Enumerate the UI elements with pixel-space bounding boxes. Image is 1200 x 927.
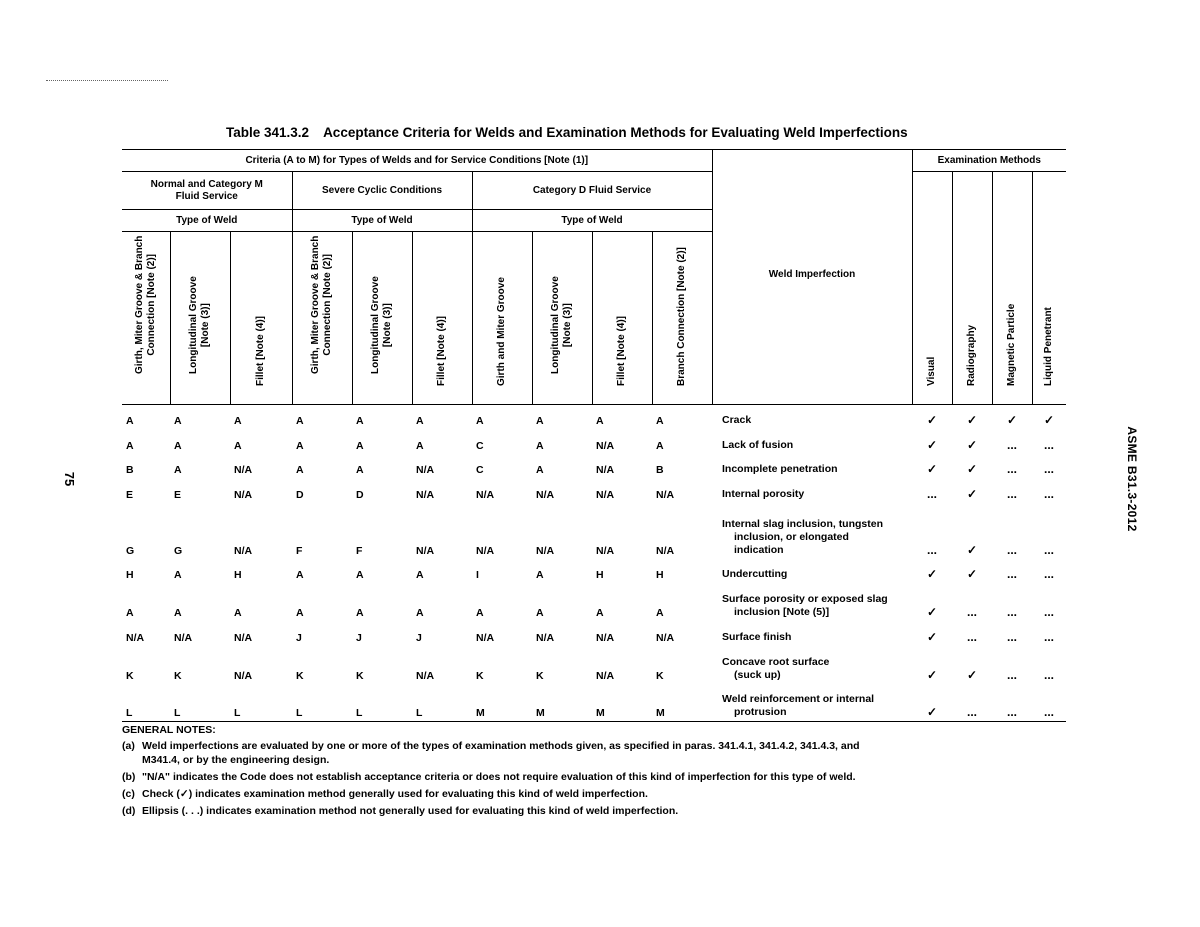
criteria-cell: A (476, 414, 484, 427)
criteria-cell: F (296, 544, 303, 557)
criteria-cell: M (652, 684, 712, 722)
criteria-cell: I (476, 568, 479, 581)
exam-col-visual (912, 172, 952, 405)
general-notes-title: GENERAL NOTES: (122, 724, 216, 736)
check-mark: ✓ (926, 629, 938, 644)
ellipsis-mark: ... (1006, 667, 1017, 682)
criteria-cell: A (234, 439, 242, 452)
table-row (122, 559, 1066, 583)
check-mark: ✓ (1043, 412, 1055, 427)
criteria-cell: A (356, 463, 364, 476)
imperfection-line: (suck up) (734, 668, 781, 681)
note-item (122, 770, 882, 784)
group-severe-cyclic: Severe Cyclic Conditions (292, 172, 472, 210)
weld-imperfection-cell (712, 621, 912, 646)
liquid-penetrant-label: Liquid Penetrant (1043, 307, 1055, 386)
table-row (122, 405, 1066, 429)
criteria-cell: G (126, 544, 135, 557)
imperfection-line: Lack of fusion (722, 438, 794, 451)
check-mark: ✓ (966, 461, 978, 476)
criteria-cell: N/A (656, 488, 675, 501)
criteria-cell: N/A (536, 488, 555, 501)
criteria-cell: E (126, 488, 134, 501)
col-header-line2: [Note (3)] (382, 303, 393, 348)
ellipsis-mark: ... (1044, 667, 1055, 682)
criteria-cell: F (356, 544, 363, 557)
weld-imperfection-cell (712, 405, 912, 429)
criteria-cell: A (356, 568, 364, 581)
criteria-cell: C (476, 463, 484, 476)
ellipsis-mark: ... (1006, 486, 1017, 501)
ellipsis-mark: ... (1006, 566, 1017, 581)
criteria-cell: M (592, 684, 652, 722)
criteria-cell: A (234, 414, 242, 427)
check-mark: ✓ (966, 437, 978, 452)
radiography-label: Radiography (966, 324, 977, 386)
criteria-cell: D (296, 488, 304, 501)
col-header-line1: Longitudinal Groove (370, 276, 381, 374)
criteria-cell: A (536, 606, 544, 619)
col-header (412, 232, 472, 405)
check-mark: ✓ (926, 604, 938, 619)
criteria-cell: H (596, 568, 604, 581)
ellipsis-mark: ... (926, 486, 937, 501)
criteria-cell: A (174, 439, 182, 452)
ellipsis-mark: ... (1044, 566, 1055, 581)
criteria-cell: B (656, 463, 664, 476)
table-row (122, 478, 1066, 503)
criteria-cell: C (476, 439, 484, 452)
criteria-cell: D (356, 488, 364, 501)
scan-artifact (46, 80, 168, 83)
ellipsis-mark: ... (1044, 486, 1055, 501)
col-header-line2: [Note (3)] (562, 303, 573, 348)
col-header (352, 232, 412, 405)
col-header (532, 232, 592, 405)
check-mark: ✓ (926, 437, 938, 452)
criteria-cell: J (416, 631, 422, 644)
criteria-cell: A (656, 414, 664, 427)
criteria-cell: N/A (596, 439, 615, 452)
imperfection-line: Undercutting (722, 567, 788, 580)
criteria-cell: A (126, 606, 134, 619)
criteria-cell: K (356, 669, 364, 682)
type-of-weld-severe: Type of Weld (292, 210, 472, 232)
criteria-cell: A (174, 606, 182, 619)
general-notes (122, 723, 882, 821)
criteria-cell: N/A (416, 544, 435, 557)
acceptance-criteria-table (122, 149, 1066, 722)
col-header-line2: Connection [Note (2)] (322, 254, 333, 356)
criteria-cell: N/A (596, 669, 615, 682)
criteria-cell: J (356, 631, 362, 644)
imperfection-line: Incomplete penetration (722, 462, 838, 475)
criteria-cell: N/A (234, 669, 253, 682)
criteria-cell: N/A (234, 488, 253, 501)
imperfection-line: Concave root surface (722, 655, 830, 668)
criteria-cell: N/A (536, 631, 555, 644)
check-mark: ✓ (926, 412, 938, 427)
criteria-cell: A (126, 414, 134, 427)
criteria-cell: A (656, 439, 664, 452)
criteria-cell: A (296, 568, 304, 581)
ellipsis-mark: ... (1044, 437, 1055, 452)
ellipsis-mark: ... (1006, 542, 1017, 557)
col-header-line1: Branch Connection [Note (2)] (676, 247, 687, 386)
col-header (652, 232, 712, 405)
criteria-cell: N/A (596, 631, 615, 644)
criteria-cell: A (296, 606, 304, 619)
note-label: (d) (122, 805, 136, 817)
group-normal-category-m: Normal and Category M Fluid Service (122, 172, 292, 210)
criteria-cell: A (174, 463, 182, 476)
criteria-cell: A (174, 568, 182, 581)
exam-col-liquid-penetrant (1032, 172, 1066, 405)
criteria-cell: A (356, 606, 364, 619)
ellipsis-mark: ... (1044, 461, 1055, 476)
weld-imperfection-cell (712, 429, 912, 454)
criteria-cell: K (174, 669, 182, 682)
note-item (122, 787, 882, 801)
ellipsis-mark: ... (1044, 604, 1055, 619)
exam-col-magnetic-particle (992, 172, 1032, 405)
criteria-cell: K (476, 669, 484, 682)
imperfection-line: inclusion [Note (5)] (734, 605, 830, 618)
visual-label: Visual (926, 356, 937, 386)
table-row (122, 454, 1066, 478)
weld-imperfection-cell (712, 559, 912, 583)
page-number: 75 (62, 471, 77, 487)
criteria-cell: A (536, 414, 544, 427)
criteria-cell: N/A (656, 631, 675, 644)
col-header (592, 232, 652, 405)
table-row (122, 583, 1066, 621)
criteria-cell: A (416, 414, 424, 427)
check-mark: ✓ (966, 667, 978, 682)
group-category-d: Category D Fluid Service (472, 172, 712, 210)
criteria-cell: A (174, 414, 182, 427)
ellipsis-mark: ... (926, 542, 937, 557)
weld-imperfection-cell (712, 503, 912, 559)
imperfection-line: Internal porosity (722, 487, 805, 500)
criteria-cell: N/A (596, 488, 615, 501)
note-label: (b) (122, 771, 136, 783)
examination-methods-header: Examination Methods (912, 150, 1066, 172)
table-row (122, 429, 1066, 454)
criteria-cell: H (126, 568, 134, 581)
criteria-cell: H (656, 568, 664, 581)
note-item (122, 739, 882, 767)
note-item (122, 804, 882, 818)
criteria-cell: A (536, 568, 544, 581)
table-row (122, 684, 1066, 722)
criteria-cell: N/A (476, 488, 495, 501)
criteria-cell: J (296, 631, 302, 644)
check-mark: ✓ (1006, 412, 1018, 427)
criteria-cell: N/A (234, 544, 253, 557)
ellipsis-mark: ... (1006, 437, 1017, 452)
magnetic-particle-label: Magnetic Particle (1006, 303, 1017, 386)
col-header (122, 232, 170, 405)
col-header-line1: Longitudinal Groove (188, 276, 199, 374)
criteria-cell: A (536, 463, 544, 476)
criteria-cell: N/A (234, 463, 253, 476)
imperfection-line: indication (734, 543, 784, 556)
criteria-cell: N/A (126, 631, 145, 644)
criteria-cell: E (174, 488, 182, 501)
criteria-cell: A (476, 606, 484, 619)
criteria-cell: N/A (416, 669, 435, 682)
criteria-cell: K (536, 669, 544, 682)
criteria-cell: A (126, 439, 134, 452)
criteria-cell: A (596, 414, 604, 427)
check-mark: ✓ (926, 461, 938, 476)
ellipsis-mark: ... (966, 629, 977, 644)
check-mark: ✓ (966, 542, 978, 557)
criteria-cell: N/A (416, 488, 435, 501)
weld-imperfection-cell (712, 583, 912, 621)
imperfection-line: Internal slag inclusion, tungsten (722, 517, 884, 530)
check-mark: ✓ (966, 412, 978, 427)
check-mark: ✓ (966, 566, 978, 581)
table-number: Table 341.3.2 (226, 125, 310, 140)
criteria-cell: N/A (476, 544, 495, 557)
type-of-weld-normal: Type of Weld (122, 210, 292, 232)
imperfection-line: Crack (722, 413, 752, 426)
ellipsis-mark: ... (1006, 604, 1017, 619)
table-row (122, 503, 1066, 559)
criteria-cell: A (296, 463, 304, 476)
criteria-cell: A (356, 439, 364, 452)
note-label: (c) (122, 788, 135, 800)
criteria-cell: K (126, 669, 134, 682)
ellipsis-mark: ... (952, 684, 992, 722)
imperfection-line: Weld reinforcement or internal (722, 693, 875, 705)
criteria-cell: N/A (596, 544, 615, 557)
col-header-line1: Longitudinal Groove (550, 276, 561, 374)
col-header-line1: Fillet [Note (4)] (255, 316, 266, 386)
ellipsis-mark: ... (1006, 461, 1017, 476)
col-header (292, 232, 352, 405)
criteria-cell: L (170, 684, 230, 722)
weld-imperfection-cell (712, 684, 912, 722)
criteria-cell: N/A (476, 631, 495, 644)
criteria-cell: L (292, 684, 352, 722)
col-header (230, 232, 292, 405)
col-header (170, 232, 230, 405)
criteria-cell: N/A (536, 544, 555, 557)
criteria-cell: G (174, 544, 183, 557)
col-header-line2: Connection [Note (2)] (145, 254, 157, 356)
note-text: Ellipsis (. . .) indicates examination method not generally used for evaluating this kind of weld imperfection. (142, 805, 679, 817)
criteria-cell: A (416, 439, 424, 452)
criteria-cell: A (656, 606, 664, 619)
note-text: Weld imperfections are evaluated by one or more of the types of examination methods given, as specified in paras. 341.4.1, 341.4.2, 341.4.3, and M341.4, or by the engineering design. (142, 740, 860, 766)
check-mark: ✓ (926, 667, 938, 682)
table-title (226, 125, 1086, 143)
ellipsis-mark: ... (992, 684, 1032, 722)
table-caption: Acceptance Criteria for Welds and Examination Methods for Evaluating Weld Imperfections (323, 125, 908, 140)
col-header-line1: Fillet [Note (4)] (616, 316, 627, 386)
criteria-cell: M (472, 684, 532, 722)
weld-imperfection-cell (712, 646, 912, 684)
criteria-cell: N/A (416, 463, 435, 476)
table-row (122, 621, 1066, 646)
ellipsis-mark: ... (1006, 629, 1017, 644)
weld-imperfection-header: Weld Imperfection (712, 150, 912, 405)
imperfection-line: Surface porosity or exposed slag (722, 592, 888, 605)
ellipsis-mark: ... (966, 604, 977, 619)
criteria-cell: A (416, 606, 424, 619)
ellipsis-mark: ... (1044, 629, 1055, 644)
col-header-line1: Girth and Miter Groove (496, 277, 507, 386)
weld-imperfection-cell (712, 478, 912, 503)
col-header (472, 232, 532, 405)
criteria-cell: B (126, 463, 134, 476)
table-row (122, 646, 1066, 684)
criteria-cell: A (596, 606, 604, 619)
note-text: Check (✓) indicates examination method generally used for evaluating this kind of weld imperfection. (142, 788, 648, 800)
criteria-cell: A (296, 414, 304, 427)
ellipsis-mark: ... (1032, 684, 1066, 722)
criteria-cell: L (352, 684, 412, 722)
criteria-cell: L (412, 684, 472, 722)
criteria-cell: K (296, 669, 304, 682)
note-text: "N/A" indicates the Code does not establish acceptance criteria or does not require evaluation of this kind of imperfection for this type of weld. (142, 771, 856, 783)
check-mark: ✓ (966, 486, 978, 501)
imperfection-line: inclusion, or elongated (734, 530, 849, 543)
check-mark: ✓ (926, 566, 938, 581)
criteria-cell: A (536, 439, 544, 452)
criteria-cell: L (230, 684, 292, 722)
criteria-cell: A (296, 439, 304, 452)
criteria-cell: H (234, 568, 242, 581)
exam-col-radiography (952, 172, 992, 405)
criteria-cell: N/A (656, 544, 675, 557)
col-header-line1: Fillet [Note (4)] (436, 316, 447, 386)
imperfection-line: Surface finish (722, 630, 792, 643)
criteria-cell: A (356, 414, 364, 427)
running-header: ASME B31.3-2012 (1125, 426, 1139, 532)
weld-imperfection-cell (712, 454, 912, 478)
check-mark: ✓ (912, 684, 952, 722)
col-header-line1: Girth, Miter Groove & Branch (310, 235, 321, 374)
type-of-weld-category-d: Type of Weld (472, 210, 712, 232)
criteria-cell: K (656, 669, 664, 682)
note-label: (a) (122, 740, 135, 752)
criteria-cell: N/A (596, 463, 615, 476)
criteria-cell: M (532, 684, 592, 722)
criteria-cell: A (416, 568, 424, 581)
criteria-cell: N/A (234, 631, 253, 644)
ellipsis-mark: ... (1044, 542, 1055, 557)
criteria-cell: L (122, 684, 170, 722)
imperfection-line: protrusion (734, 706, 787, 718)
criteria-cell: N/A (174, 631, 193, 644)
criteria-header: Criteria (A to M) for Types of Welds and for Service Conditions [Note (1)] (122, 150, 712, 172)
col-header-line2: [Note (3)] (200, 303, 211, 348)
col-header-line1: Girth, Miter Groove & Branch (133, 235, 145, 374)
criteria-cell: A (234, 606, 242, 619)
